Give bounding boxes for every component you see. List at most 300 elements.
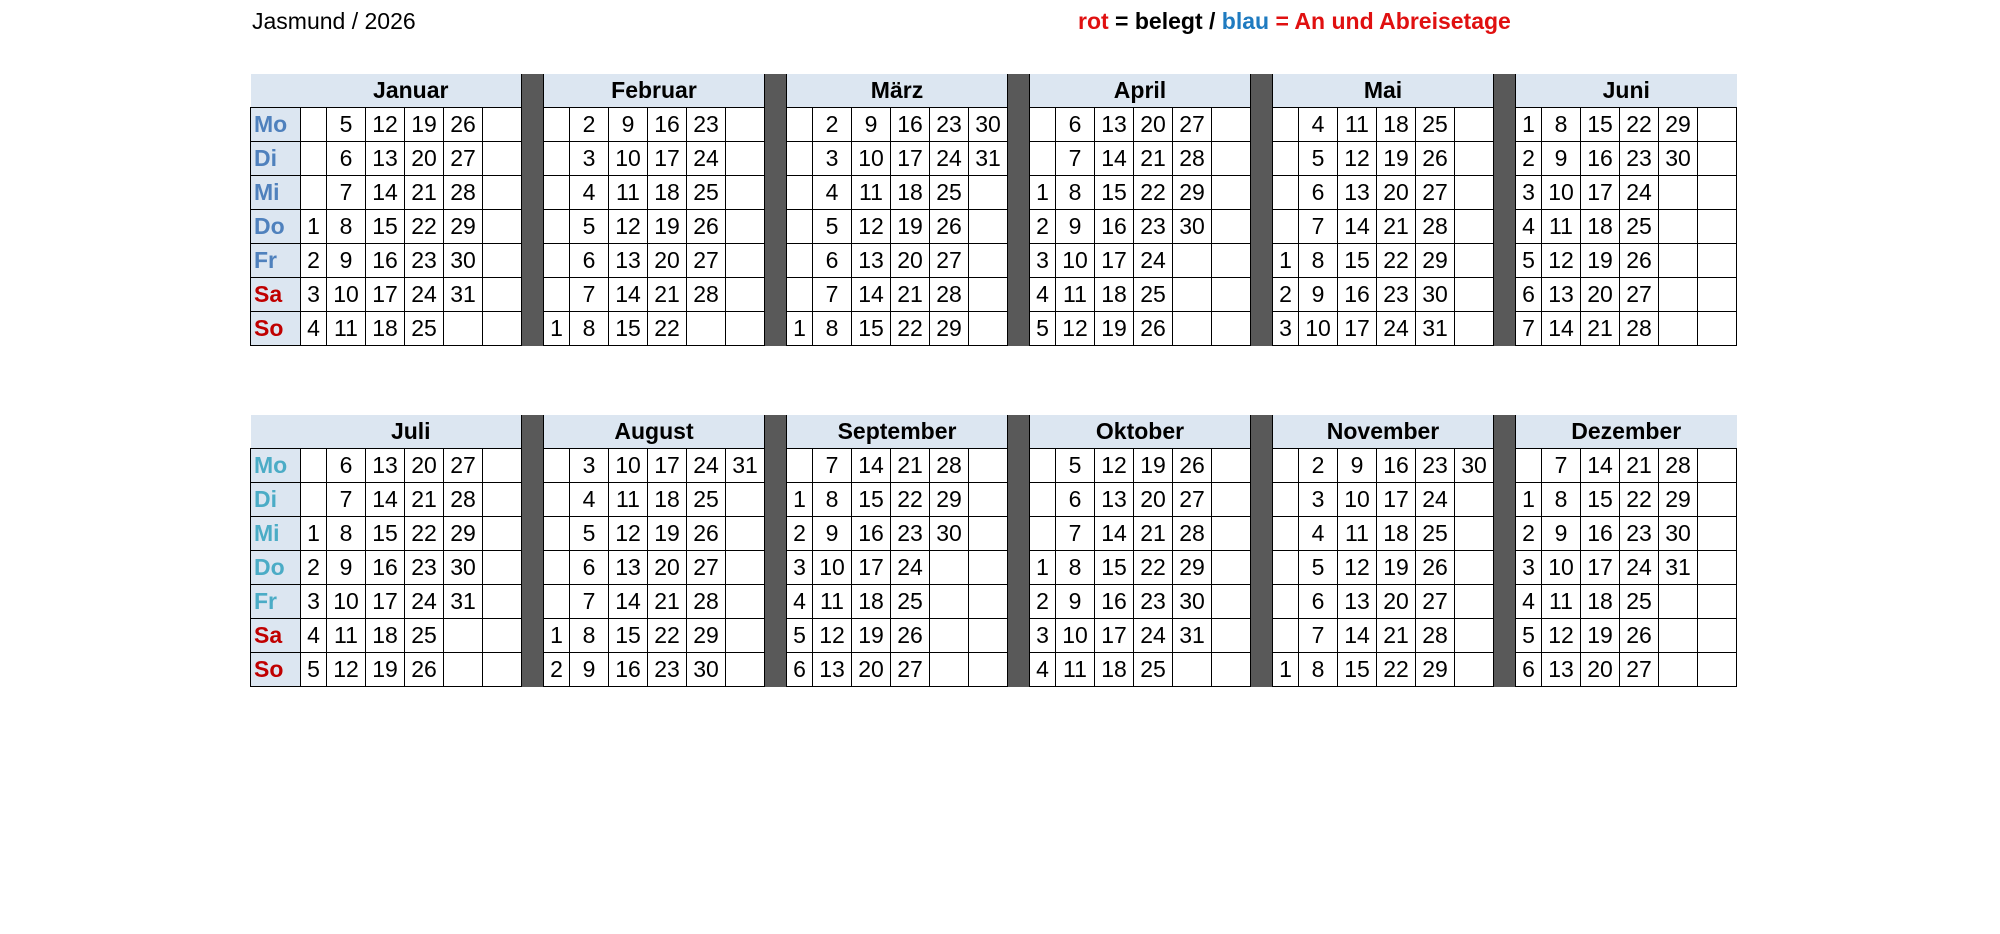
- day-cell[interactable]: 5: [1056, 449, 1095, 483]
- day-cell[interactable]: 6: [1516, 653, 1542, 687]
- day-cell[interactable]: 29: [1416, 653, 1455, 687]
- day-cell[interactable]: 21: [1581, 312, 1620, 346]
- day-cell[interactable]: [1659, 585, 1698, 619]
- day-cell[interactable]: 9: [327, 551, 366, 585]
- day-cell[interactable]: 20: [1581, 653, 1620, 687]
- day-cell[interactable]: 21: [1620, 449, 1659, 483]
- day-cell[interactable]: 11: [1338, 108, 1377, 142]
- day-cell[interactable]: 21: [1377, 210, 1416, 244]
- day-cell[interactable]: 26: [687, 517, 726, 551]
- day-cell[interactable]: 8: [570, 619, 609, 653]
- day-cell[interactable]: 2: [787, 517, 813, 551]
- day-cell[interactable]: 8: [813, 483, 852, 517]
- day-cell[interactable]: 27: [444, 142, 483, 176]
- day-cell[interactable]: 7: [1299, 210, 1338, 244]
- day-cell[interactable]: [787, 210, 813, 244]
- day-cell[interactable]: [1455, 517, 1494, 551]
- day-cell[interactable]: 17: [1581, 551, 1620, 585]
- day-cell[interactable]: [1659, 312, 1698, 346]
- day-cell[interactable]: [1030, 483, 1056, 517]
- day-cell[interactable]: 31: [1416, 312, 1455, 346]
- day-cell[interactable]: 14: [609, 278, 648, 312]
- day-cell[interactable]: [1698, 312, 1737, 346]
- day-cell[interactable]: 10: [609, 449, 648, 483]
- day-cell[interactable]: 20: [891, 244, 930, 278]
- day-cell[interactable]: 18: [1581, 210, 1620, 244]
- day-cell[interactable]: [483, 483, 522, 517]
- day-cell[interactable]: [1212, 483, 1251, 517]
- day-cell[interactable]: [483, 585, 522, 619]
- day-cell[interactable]: [1455, 244, 1494, 278]
- day-cell[interactable]: 2: [1030, 210, 1056, 244]
- day-cell[interactable]: 27: [1620, 278, 1659, 312]
- day-cell[interactable]: 5: [1299, 142, 1338, 176]
- day-cell[interactable]: 23: [1134, 210, 1173, 244]
- day-cell[interactable]: 14: [366, 176, 405, 210]
- day-cell[interactable]: 24: [930, 142, 969, 176]
- day-cell[interactable]: [1212, 449, 1251, 483]
- day-cell[interactable]: 13: [1542, 278, 1581, 312]
- day-cell[interactable]: [1030, 142, 1056, 176]
- day-cell[interactable]: [1455, 653, 1494, 687]
- day-cell[interactable]: 28: [1620, 312, 1659, 346]
- day-cell[interactable]: [1455, 142, 1494, 176]
- day-cell[interactable]: 28: [1173, 517, 1212, 551]
- day-cell[interactable]: [726, 176, 765, 210]
- day-cell[interactable]: [544, 108, 570, 142]
- day-cell[interactable]: 19: [366, 653, 405, 687]
- day-cell[interactable]: 31: [726, 449, 765, 483]
- day-cell[interactable]: [1698, 176, 1737, 210]
- day-cell[interactable]: 8: [813, 312, 852, 346]
- day-cell[interactable]: 3: [1516, 551, 1542, 585]
- day-cell[interactable]: [1698, 244, 1737, 278]
- day-cell[interactable]: 19: [648, 210, 687, 244]
- day-cell[interactable]: 12: [1095, 449, 1134, 483]
- day-cell[interactable]: 8: [327, 517, 366, 551]
- day-cell[interactable]: 13: [609, 551, 648, 585]
- day-cell[interactable]: 22: [1134, 551, 1173, 585]
- day-cell[interactable]: 7: [1299, 619, 1338, 653]
- day-cell[interactable]: 2: [1299, 449, 1338, 483]
- day-cell[interactable]: 11: [1338, 517, 1377, 551]
- day-cell[interactable]: 3: [1516, 176, 1542, 210]
- day-cell[interactable]: [483, 278, 522, 312]
- day-cell[interactable]: 1: [787, 483, 813, 517]
- day-cell[interactable]: 3: [1030, 244, 1056, 278]
- day-cell[interactable]: 11: [609, 483, 648, 517]
- day-cell[interactable]: 14: [1338, 210, 1377, 244]
- day-cell[interactable]: [1698, 653, 1737, 687]
- day-cell[interactable]: 8: [1299, 653, 1338, 687]
- day-cell[interactable]: [1273, 176, 1299, 210]
- day-cell[interactable]: [483, 551, 522, 585]
- day-cell[interactable]: [1273, 142, 1299, 176]
- day-cell[interactable]: 21: [405, 483, 444, 517]
- day-cell[interactable]: 19: [1377, 142, 1416, 176]
- day-cell[interactable]: 15: [852, 312, 891, 346]
- day-cell[interactable]: 4: [1030, 278, 1056, 312]
- day-cell[interactable]: 4: [1516, 585, 1542, 619]
- day-cell[interactable]: 21: [1377, 619, 1416, 653]
- day-cell[interactable]: 6: [813, 244, 852, 278]
- day-cell[interactable]: 26: [1416, 142, 1455, 176]
- day-cell[interactable]: 17: [648, 142, 687, 176]
- day-cell[interactable]: 29: [1173, 176, 1212, 210]
- day-cell[interactable]: [1173, 653, 1212, 687]
- day-cell[interactable]: 10: [1056, 619, 1095, 653]
- day-cell[interactable]: 30: [1659, 517, 1698, 551]
- day-cell[interactable]: 25: [1134, 653, 1173, 687]
- day-cell[interactable]: [1273, 483, 1299, 517]
- day-cell[interactable]: 1: [787, 312, 813, 346]
- day-cell[interactable]: 26: [891, 619, 930, 653]
- day-cell[interactable]: 14: [1542, 312, 1581, 346]
- day-cell[interactable]: 17: [1095, 619, 1134, 653]
- day-cell[interactable]: 30: [1659, 142, 1698, 176]
- day-cell[interactable]: 20: [1377, 585, 1416, 619]
- day-cell[interactable]: 28: [687, 278, 726, 312]
- day-cell[interactable]: [1212, 653, 1251, 687]
- day-cell[interactable]: 13: [1095, 108, 1134, 142]
- day-cell[interactable]: 21: [1134, 517, 1173, 551]
- day-cell[interactable]: [483, 449, 522, 483]
- day-cell[interactable]: 23: [1134, 585, 1173, 619]
- day-cell[interactable]: 17: [852, 551, 891, 585]
- day-cell[interactable]: 12: [1056, 312, 1095, 346]
- day-cell[interactable]: 10: [1542, 176, 1581, 210]
- day-cell[interactable]: 4: [1299, 108, 1338, 142]
- day-cell[interactable]: [483, 108, 522, 142]
- day-cell[interactable]: 23: [891, 517, 930, 551]
- day-cell[interactable]: [726, 312, 765, 346]
- day-cell[interactable]: 17: [366, 585, 405, 619]
- day-cell[interactable]: 17: [366, 278, 405, 312]
- day-cell[interactable]: 16: [852, 517, 891, 551]
- day-cell[interactable]: 7: [1056, 517, 1095, 551]
- day-cell[interactable]: 24: [1620, 551, 1659, 585]
- day-cell[interactable]: 10: [813, 551, 852, 585]
- day-cell[interactable]: 22: [891, 312, 930, 346]
- day-cell[interactable]: 19: [1377, 551, 1416, 585]
- day-cell[interactable]: 9: [1338, 449, 1377, 483]
- day-cell[interactable]: 12: [609, 210, 648, 244]
- day-cell[interactable]: 10: [609, 142, 648, 176]
- day-cell[interactable]: 7: [327, 176, 366, 210]
- day-cell[interactable]: [444, 619, 483, 653]
- day-cell[interactable]: 1: [301, 517, 327, 551]
- day-cell[interactable]: [483, 142, 522, 176]
- day-cell[interactable]: [301, 449, 327, 483]
- day-cell[interactable]: 6: [327, 142, 366, 176]
- day-cell[interactable]: 1: [544, 312, 570, 346]
- day-cell[interactable]: [301, 483, 327, 517]
- day-cell[interactable]: 15: [366, 210, 405, 244]
- day-cell[interactable]: 5: [1516, 244, 1542, 278]
- day-cell[interactable]: [544, 278, 570, 312]
- day-cell[interactable]: 2: [1516, 142, 1542, 176]
- day-cell[interactable]: 21: [1134, 142, 1173, 176]
- day-cell[interactable]: 25: [405, 619, 444, 653]
- day-cell[interactable]: 14: [366, 483, 405, 517]
- day-cell[interactable]: 10: [327, 585, 366, 619]
- day-cell[interactable]: 8: [1056, 176, 1095, 210]
- day-cell[interactable]: [969, 653, 1008, 687]
- day-cell[interactable]: 29: [1416, 244, 1455, 278]
- day-cell[interactable]: [726, 142, 765, 176]
- day-cell[interactable]: 9: [609, 108, 648, 142]
- day-cell[interactable]: 23: [1377, 278, 1416, 312]
- day-cell[interactable]: 4: [301, 312, 327, 346]
- day-cell[interactable]: 1: [301, 210, 327, 244]
- day-cell[interactable]: 16: [1095, 585, 1134, 619]
- day-cell[interactable]: 9: [813, 517, 852, 551]
- day-cell[interactable]: 8: [327, 210, 366, 244]
- day-cell[interactable]: [726, 653, 765, 687]
- day-cell[interactable]: 16: [1338, 278, 1377, 312]
- day-cell[interactable]: [1455, 210, 1494, 244]
- day-cell[interactable]: 21: [648, 585, 687, 619]
- day-cell[interactable]: 23: [648, 653, 687, 687]
- day-cell[interactable]: 12: [1338, 142, 1377, 176]
- day-cell[interactable]: 29: [1659, 108, 1698, 142]
- day-cell[interactable]: 4: [570, 483, 609, 517]
- day-cell[interactable]: 10: [852, 142, 891, 176]
- day-cell[interactable]: [444, 312, 483, 346]
- day-cell[interactable]: [1212, 312, 1251, 346]
- day-cell[interactable]: 18: [1581, 585, 1620, 619]
- day-cell[interactable]: [1659, 244, 1698, 278]
- day-cell[interactable]: 20: [405, 142, 444, 176]
- day-cell[interactable]: 25: [930, 176, 969, 210]
- day-cell[interactable]: 11: [1056, 278, 1095, 312]
- day-cell[interactable]: 24: [1134, 244, 1173, 278]
- day-cell[interactable]: 11: [1542, 585, 1581, 619]
- day-cell[interactable]: [1698, 483, 1737, 517]
- day-cell[interactable]: 21: [891, 278, 930, 312]
- day-cell[interactable]: 8: [1542, 483, 1581, 517]
- day-cell[interactable]: [1273, 517, 1299, 551]
- day-cell[interactable]: 29: [1659, 483, 1698, 517]
- day-cell[interactable]: 22: [1620, 108, 1659, 142]
- day-cell[interactable]: 17: [1581, 176, 1620, 210]
- day-cell[interactable]: 9: [570, 653, 609, 687]
- day-cell[interactable]: 2: [301, 244, 327, 278]
- day-cell[interactable]: 11: [813, 585, 852, 619]
- day-cell[interactable]: 6: [1056, 108, 1095, 142]
- day-cell[interactable]: 16: [1581, 517, 1620, 551]
- day-cell[interactable]: 25: [405, 312, 444, 346]
- day-cell[interactable]: 16: [609, 653, 648, 687]
- day-cell[interactable]: 22: [405, 210, 444, 244]
- day-cell[interactable]: [1273, 108, 1299, 142]
- day-cell[interactable]: [787, 278, 813, 312]
- day-cell[interactable]: 14: [1581, 449, 1620, 483]
- day-cell[interactable]: 24: [1377, 312, 1416, 346]
- day-cell[interactable]: 21: [648, 278, 687, 312]
- day-cell[interactable]: 2: [813, 108, 852, 142]
- day-cell[interactable]: 18: [366, 312, 405, 346]
- day-cell[interactable]: 5: [1299, 551, 1338, 585]
- day-cell[interactable]: [969, 585, 1008, 619]
- day-cell[interactable]: 20: [1581, 278, 1620, 312]
- day-cell[interactable]: [1698, 449, 1737, 483]
- day-cell[interactable]: [1030, 449, 1056, 483]
- day-cell[interactable]: 22: [648, 312, 687, 346]
- day-cell[interactable]: [1659, 176, 1698, 210]
- day-cell[interactable]: 8: [1056, 551, 1095, 585]
- day-cell[interactable]: [1212, 210, 1251, 244]
- day-cell[interactable]: 28: [1416, 619, 1455, 653]
- day-cell[interactable]: 4: [813, 176, 852, 210]
- day-cell[interactable]: 29: [930, 312, 969, 346]
- day-cell[interactable]: 23: [1620, 517, 1659, 551]
- day-cell[interactable]: 20: [852, 653, 891, 687]
- day-cell[interactable]: 6: [570, 551, 609, 585]
- day-cell[interactable]: [1273, 551, 1299, 585]
- day-cell[interactable]: 28: [930, 449, 969, 483]
- day-cell[interactable]: 27: [444, 449, 483, 483]
- day-cell[interactable]: [544, 142, 570, 176]
- day-cell[interactable]: [969, 449, 1008, 483]
- day-cell[interactable]: 15: [1095, 551, 1134, 585]
- day-cell[interactable]: [969, 210, 1008, 244]
- day-cell[interactable]: [1212, 619, 1251, 653]
- day-cell[interactable]: [1698, 619, 1737, 653]
- day-cell[interactable]: 17: [1377, 483, 1416, 517]
- day-cell[interactable]: [1698, 108, 1737, 142]
- day-cell[interactable]: 16: [1581, 142, 1620, 176]
- day-cell[interactable]: [1698, 585, 1737, 619]
- day-cell[interactable]: 27: [687, 244, 726, 278]
- day-cell[interactable]: [483, 619, 522, 653]
- day-cell[interactable]: [301, 176, 327, 210]
- day-cell[interactable]: 10: [327, 278, 366, 312]
- day-cell[interactable]: 12: [327, 653, 366, 687]
- day-cell[interactable]: 26: [1620, 619, 1659, 653]
- day-cell[interactable]: [1455, 278, 1494, 312]
- day-cell[interactable]: [1212, 278, 1251, 312]
- day-cell[interactable]: [1273, 210, 1299, 244]
- day-cell[interactable]: 25: [1620, 210, 1659, 244]
- day-cell[interactable]: 13: [366, 449, 405, 483]
- day-cell[interactable]: 18: [1377, 517, 1416, 551]
- day-cell[interactable]: [544, 210, 570, 244]
- day-cell[interactable]: 13: [1338, 176, 1377, 210]
- day-cell[interactable]: 10: [1299, 312, 1338, 346]
- day-cell[interactable]: 7: [1542, 449, 1581, 483]
- day-cell[interactable]: 30: [930, 517, 969, 551]
- day-cell[interactable]: 30: [444, 551, 483, 585]
- day-cell[interactable]: 13: [1338, 585, 1377, 619]
- day-cell[interactable]: 30: [1173, 210, 1212, 244]
- day-cell[interactable]: 2: [301, 551, 327, 585]
- day-cell[interactable]: [1455, 108, 1494, 142]
- day-cell[interactable]: 14: [1338, 619, 1377, 653]
- day-cell[interactable]: 17: [1338, 312, 1377, 346]
- day-cell[interactable]: [1030, 108, 1056, 142]
- day-cell[interactable]: 31: [1659, 551, 1698, 585]
- day-cell[interactable]: 5: [787, 619, 813, 653]
- day-cell[interactable]: 12: [813, 619, 852, 653]
- day-cell[interactable]: 8: [1542, 108, 1581, 142]
- day-cell[interactable]: 7: [570, 278, 609, 312]
- day-cell[interactable]: [1173, 312, 1212, 346]
- day-cell[interactable]: [930, 551, 969, 585]
- day-cell[interactable]: 30: [1455, 449, 1494, 483]
- day-cell[interactable]: 15: [1338, 653, 1377, 687]
- day-cell[interactable]: [1173, 244, 1212, 278]
- day-cell[interactable]: 30: [687, 653, 726, 687]
- day-cell[interactable]: [726, 517, 765, 551]
- day-cell[interactable]: 28: [1416, 210, 1455, 244]
- day-cell[interactable]: 26: [1620, 244, 1659, 278]
- day-cell[interactable]: 27: [1173, 108, 1212, 142]
- day-cell[interactable]: [726, 551, 765, 585]
- day-cell[interactable]: 16: [1377, 449, 1416, 483]
- day-cell[interactable]: 20: [648, 244, 687, 278]
- day-cell[interactable]: 26: [1173, 449, 1212, 483]
- day-cell[interactable]: [969, 176, 1008, 210]
- day-cell[interactable]: 3: [1030, 619, 1056, 653]
- day-cell[interactable]: 14: [1095, 517, 1134, 551]
- day-cell[interactable]: 1: [1273, 244, 1299, 278]
- day-cell[interactable]: 29: [930, 483, 969, 517]
- day-cell[interactable]: 16: [1095, 210, 1134, 244]
- day-cell[interactable]: [1212, 551, 1251, 585]
- day-cell[interactable]: [1659, 653, 1698, 687]
- day-cell[interactable]: 15: [1581, 108, 1620, 142]
- day-cell[interactable]: [1273, 449, 1299, 483]
- day-cell[interactable]: 2: [544, 653, 570, 687]
- day-cell[interactable]: 25: [687, 483, 726, 517]
- day-cell[interactable]: [301, 108, 327, 142]
- day-cell[interactable]: [726, 244, 765, 278]
- day-cell[interactable]: 12: [1542, 244, 1581, 278]
- day-cell[interactable]: 4: [301, 619, 327, 653]
- day-cell[interactable]: 22: [1377, 244, 1416, 278]
- day-cell[interactable]: 20: [1377, 176, 1416, 210]
- day-cell[interactable]: 24: [687, 142, 726, 176]
- day-cell[interactable]: 24: [687, 449, 726, 483]
- day-cell[interactable]: [1273, 585, 1299, 619]
- day-cell[interactable]: [1455, 483, 1494, 517]
- day-cell[interactable]: 14: [852, 449, 891, 483]
- day-cell[interactable]: 7: [327, 483, 366, 517]
- day-cell[interactable]: 15: [1095, 176, 1134, 210]
- day-cell[interactable]: [1698, 142, 1737, 176]
- day-cell[interactable]: 17: [648, 449, 687, 483]
- day-cell[interactable]: 5: [813, 210, 852, 244]
- day-cell[interactable]: [483, 210, 522, 244]
- day-cell[interactable]: [1030, 517, 1056, 551]
- day-cell[interactable]: 10: [1056, 244, 1095, 278]
- day-cell[interactable]: [969, 551, 1008, 585]
- day-cell[interactable]: 18: [648, 176, 687, 210]
- day-cell[interactable]: 6: [1299, 585, 1338, 619]
- day-cell[interactable]: 15: [852, 483, 891, 517]
- day-cell[interactable]: 15: [366, 517, 405, 551]
- day-cell[interactable]: [787, 142, 813, 176]
- day-cell[interactable]: 18: [648, 483, 687, 517]
- day-cell[interactable]: 15: [609, 619, 648, 653]
- day-cell[interactable]: 27: [687, 551, 726, 585]
- day-cell[interactable]: [483, 176, 522, 210]
- day-cell[interactable]: 13: [609, 244, 648, 278]
- day-cell[interactable]: 19: [1095, 312, 1134, 346]
- day-cell[interactable]: 16: [648, 108, 687, 142]
- day-cell[interactable]: 15: [1581, 483, 1620, 517]
